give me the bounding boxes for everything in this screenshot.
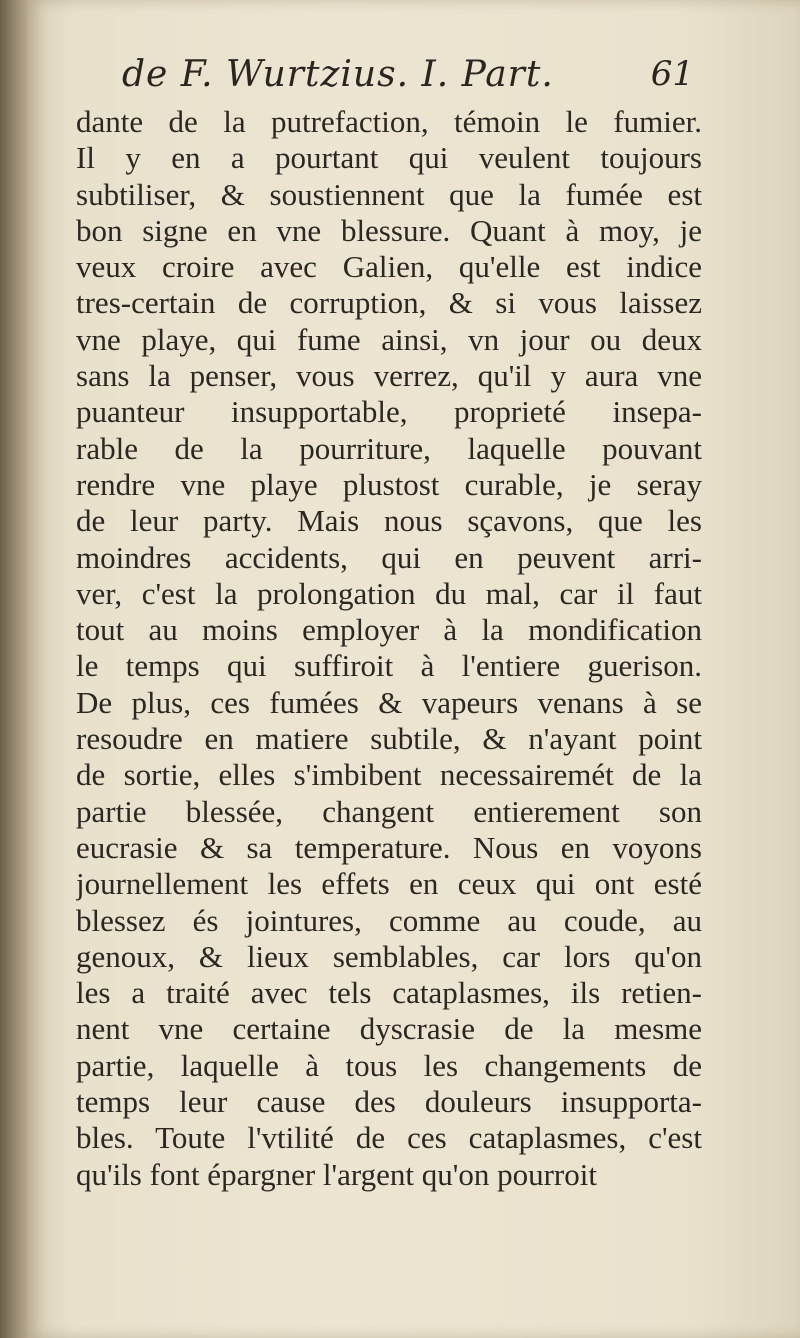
text-line: rendre vne playe plustost curable, je seray xyxy=(76,466,702,502)
text-line: tres-certain de corruption, & si vous laissez xyxy=(76,285,702,321)
text-line: de sortie, elles s'imbibent necessairemét de la xyxy=(76,757,702,793)
page-header xyxy=(122,48,694,104)
text-line: rable de la pourriture, laquelle pouvant xyxy=(76,430,702,466)
text-line: de leur party. Mais nous sçavons, que les xyxy=(76,503,702,539)
text-line: sans la penser, vous verrez, qu'il y aura vne xyxy=(76,358,702,394)
text-line: vne playe, qui fume ainsi, vn jour ou deux xyxy=(76,321,702,357)
text-line: le temps qui suffiroit à l'entiere guerison. xyxy=(76,648,702,684)
text-line: resoudre en matiere subtile, & n'ayant point xyxy=(76,721,702,757)
text-line: journellement les effets en ceux qui ont esté xyxy=(76,866,702,902)
running-title: de F. Wurtzius. I. Part. xyxy=(122,54,554,95)
text-line: nent vne certaine dyscrasie de la mesme xyxy=(76,1011,702,1047)
text-line: dante de la putrefaction, témoin le fumier. xyxy=(76,104,702,139)
text-line: blessez és jointures, comme au coude, au xyxy=(76,902,702,938)
text-line: genoux, & lieux semblables, car lors qu'on xyxy=(76,938,702,974)
text-line: bon signe en vne blessure. Quant à moy, je xyxy=(76,212,702,248)
page-number: 61 xyxy=(650,54,694,94)
text-line: eucrasie & sa temperature. Nous en voyons xyxy=(76,829,702,865)
text-line: De plus, ces fumées & vapeurs venans à se xyxy=(76,684,702,720)
binding-gutter xyxy=(0,0,28,1338)
text-line: les a traité avec tels cataplasmes, ils retien- xyxy=(76,975,702,1011)
text-line: subtiliser, & soustiennent que la fumée est xyxy=(76,176,702,212)
text-line: partie, laquelle à tous les changements de xyxy=(76,1047,702,1083)
text-line: partie blessée, changent entierement son xyxy=(76,793,702,829)
text-line: puanteur insupportable, proprieté insepa- xyxy=(76,394,702,430)
text-line: moindres accidents, qui en peuvent arri- xyxy=(76,539,702,575)
text-line: tout au moins employer à la mondification xyxy=(76,612,702,648)
text-line: Il y en a pourtant qui veulent toujours xyxy=(76,140,702,176)
text-line: qu'ils font épargner l'argent qu'on pourroit xyxy=(76,1156,597,1192)
body-text xyxy=(76,104,702,1193)
text-line: temps leur cause des douleurs insupporta- xyxy=(76,1084,702,1120)
text-line: ver, c'est la prolongation du mal, car il faut xyxy=(76,575,702,611)
text-line: veux croire avec Galien, qu'elle est indice xyxy=(76,249,702,285)
text-line: bles. Toute l'vtilité de ces cataplasmes, c'est xyxy=(76,1120,702,1156)
